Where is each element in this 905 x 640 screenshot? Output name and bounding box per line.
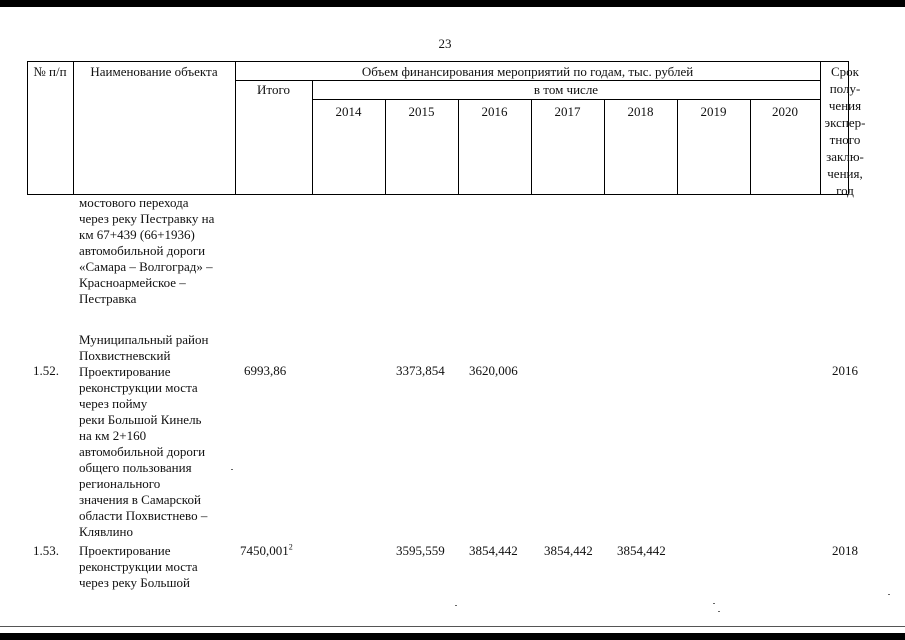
top-border-bar [0,0,905,7]
scan-speck [888,594,890,595]
row-name-line: реки Большой Кинель [79,412,202,427]
row-name-line: регионального [79,476,161,491]
row-value-2016: 3854,442 [469,543,518,558]
header-year-2016: 2016 [481,104,508,119]
row-name-line: значения в Самарской [79,492,201,507]
header-col-including: в том числе [533,82,599,97]
row-number: 1.52. [33,363,59,378]
header-col-name: Наименование объекта [90,64,218,79]
page-number: 23 [438,36,452,51]
bottom-border-bar [0,633,905,640]
header-year-2015: 2015 [408,104,435,119]
row-number: 1.53. [33,543,59,558]
scan-speck [718,611,720,612]
header-year-2019: 2019 [700,104,727,119]
row-name-line: реконструкции моста [79,559,198,574]
row-name-line: автомобильной дороги [79,444,206,459]
scan-speck [455,605,457,606]
header-col-no: № п/п [33,64,67,79]
row-value-2015: 3595,559 [396,543,445,558]
scan-speck [713,603,715,604]
row-name-line: Муниципальный район [79,332,209,347]
header-col-funding: Объем финансирования мероприятий по годам, тыс. рублей [361,64,694,79]
row-value-2015: 3373,854 [396,363,445,378]
row-total: 7450,001$^2$ [240,542,293,558]
footnote-mark: 2 [288,542,293,552]
row-name-line: на км 2+160 [79,428,147,443]
row-value-2018: 3854,442 [617,543,666,558]
row-name-line: через пойму [79,396,148,411]
row-name-line: Проектирование [79,364,171,379]
header-year-2020: 2020 [772,104,798,119]
header-year-2018: 2018 [627,104,654,119]
row-deadline: 2018 [832,543,858,558]
row-name-line: области Похвистнево – [79,508,208,523]
row-name-line: реконструкции моста [79,380,198,395]
header-year-2014: 2014 [335,104,362,119]
row-deadline: 2016 [832,363,858,378]
row-name-line: общего пользования [79,460,192,475]
row-value-2017: 3854,442 [544,543,593,558]
header-year-2017: 2017 [554,104,581,119]
row-name-line: Похвистневский [79,348,171,363]
scan-speck [231,469,233,470]
bottom-border-line [0,626,905,627]
row-name-line: через реку Большой [79,575,190,590]
row-name-line: Клявлино [79,524,134,539]
header-col-total: Итого [257,82,290,97]
row-name-line: Проектирование [79,543,171,558]
row-total: 6993,86 [244,363,287,378]
row-value-2016: 3620,006 [469,363,518,378]
